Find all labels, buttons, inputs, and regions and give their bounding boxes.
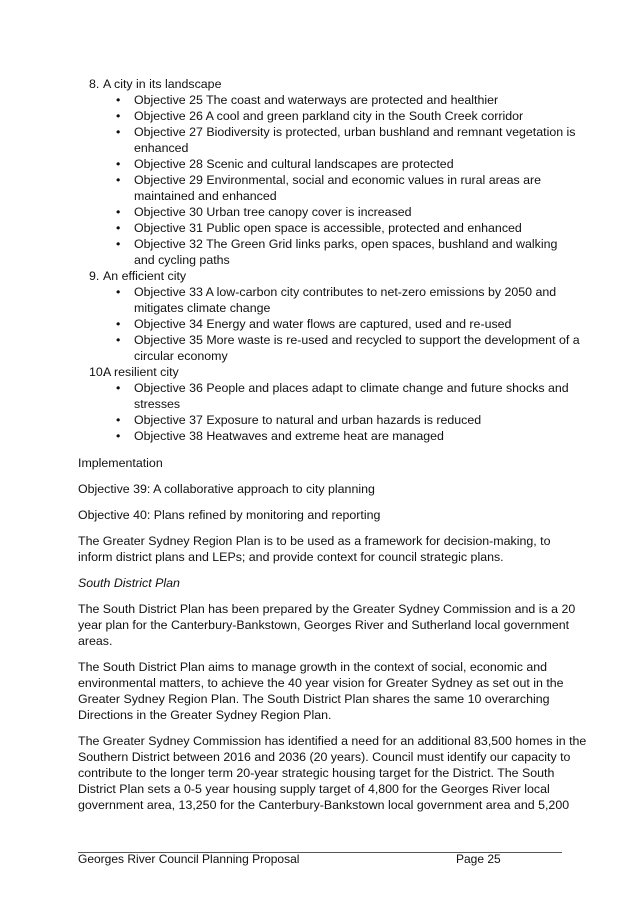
- bullet-item-line: [78, 204, 568, 220]
- paragraph: [78, 659, 568, 723]
- bullet-item-text: Objective 37 Exposure to natural and urban hazards is reduced: [134, 413, 482, 427]
- list-heading-text: A city in its landscape: [103, 77, 222, 91]
- bullet-item-line: [78, 108, 568, 124]
- paragraph-line: The Greater Sydney Region Plan is to be used as a framework for decision-making, to: [78, 534, 551, 548]
- list-heading: [78, 364, 568, 380]
- bullet-item: [78, 156, 568, 172]
- bullet-item-text: Objective 33 A low-carbon city contributes to net-zero emissions by 2050 and: [134, 285, 557, 299]
- bullet-item: [78, 92, 568, 108]
- bullet-icon: •: [116, 205, 121, 219]
- bullet-item-line: [78, 348, 568, 364]
- paragraph-line: District Plan sets a 0-5 year housing supply target of 4,800 for the Georges River local: [78, 782, 550, 796]
- paragraph-line: Implementation: [78, 456, 163, 470]
- bullet-item-line: [78, 140, 568, 156]
- paragraph-line: Objective 40: Plans refined by monitoring and reporting: [78, 508, 381, 522]
- bullet-item-line: [78, 428, 568, 444]
- bullet-item: [78, 380, 568, 412]
- bullet-item: [78, 428, 568, 444]
- bullet-item: [78, 124, 576, 156]
- bullet-item-line: [78, 252, 568, 268]
- list-heading: [78, 76, 568, 92]
- numbered-list: [78, 76, 580, 444]
- bullet-icon: •: [116, 317, 121, 331]
- bullet-item: [78, 412, 568, 428]
- bullet-icon: •: [116, 93, 121, 107]
- bullet-item-line: [78, 332, 580, 348]
- paragraph-line: The Greater Sydney Commission has identified a need for an additional 83,500 homes in the: [78, 734, 587, 748]
- list-number: 8.: [89, 77, 100, 91]
- bullet-item-text: and cycling paths: [134, 253, 230, 267]
- bullet-item-line: [78, 380, 568, 396]
- bullet-item: [78, 284, 568, 316]
- bullet-item-text: enhanced: [134, 141, 189, 155]
- bullet-item-text: Objective 38 Heatwaves and extreme heat are managed: [134, 429, 444, 443]
- footer-document-title: Georges River Council Planning Proposal: [78, 852, 300, 866]
- bullet-icon: •: [116, 221, 121, 235]
- bullet-item-line: [78, 188, 568, 204]
- bullet-item-text: Objective 31 Public open space is accessible, protected and enhanced: [134, 221, 522, 235]
- footer-page-number: Page 25: [456, 852, 501, 866]
- bullet-icon: •: [116, 413, 121, 427]
- bullet-icon: •: [116, 333, 121, 347]
- bullet-icon: •: [116, 157, 121, 171]
- bullet-item: [78, 172, 568, 204]
- paragraph-line: South District Plan: [78, 576, 180, 590]
- paragraph: [78, 455, 568, 471]
- list-number: 10.: [89, 365, 107, 379]
- document-body: [78, 76, 587, 813]
- section-heading: [78, 575, 568, 591]
- paragraph-line: Objective 39: A collaborative approach to city planning: [78, 482, 375, 496]
- bullet-item-text: maintained and enhanced: [134, 189, 277, 203]
- bullet-item-line: [78, 220, 568, 236]
- bullet-item-text: stresses: [134, 397, 181, 411]
- bullet-item-line: [78, 156, 568, 172]
- bullet-item-text: Objective 27 Biodiversity is protected, urban bushland and remnant vegetation is: [134, 125, 576, 139]
- bullet-item: [78, 332, 580, 364]
- bullet-icon: •: [116, 285, 121, 299]
- paragraph-line: government area, 13,250 for the Canterbury-Bankstown local government area and 5,200: [78, 798, 570, 812]
- bullet-item-line: [78, 172, 568, 188]
- paragraph-line: Directions in the Greater Sydney Region Plan.: [78, 708, 332, 722]
- bullet-item-line: [78, 316, 568, 332]
- bullet-item: [78, 220, 568, 236]
- bullet-item-line: [78, 284, 568, 300]
- bullet-item-text: Objective 26 A cool and green parkland city in the South Creek corridor: [134, 109, 524, 123]
- bullet-item-text: Objective 36 People and places adapt to climate change and future shocks and: [134, 381, 569, 395]
- paragraph-line: year plan for the Canterbury-Bankstown, Georges River and Sutherland local government: [78, 618, 570, 632]
- paragraph-line: inform district plans and LEPs; and provide context for council strategic plans.: [78, 550, 504, 564]
- bullet-icon: •: [116, 125, 121, 139]
- bullet-item-line: [78, 124, 576, 140]
- paragraph-line: areas.: [78, 634, 113, 648]
- bullet-item-line: [78, 412, 568, 428]
- bullet-item-line: [78, 300, 568, 316]
- paragraph: [78, 507, 568, 523]
- bullet-item-text: circular economy: [134, 349, 228, 363]
- bullet-item-line: [78, 396, 568, 412]
- list-number: 9.: [89, 269, 100, 283]
- paragraph: [78, 481, 568, 497]
- paragraph: [78, 601, 576, 649]
- bullet-item-text: Objective 34 Energy and water flows are captured, used and re-used: [134, 317, 512, 331]
- paragraph: [78, 733, 587, 813]
- list-heading-text: A resilient city: [103, 365, 179, 379]
- paragraph-line: contribute to the longer term 20-year strategic housing target for the District. The South: [78, 766, 555, 780]
- bullet-item-text: Objective 32 The Green Grid links parks, open spaces, bushland and walking: [134, 237, 558, 251]
- paragraph-line: Greater Sydney Region Plan. The South District Plan shares the same 10 overarching: [78, 692, 550, 706]
- list-heading: [78, 268, 568, 284]
- bullet-icon: •: [116, 381, 121, 395]
- bullet-item: [78, 316, 568, 332]
- bullet-item-line: [78, 236, 568, 252]
- bullet-item: [78, 236, 568, 268]
- paragraph: [78, 533, 568, 565]
- paragraph-line: Southern District between 2016 and 2036 (20 years). Council must identify our capacity to: [78, 750, 571, 764]
- bullet-item-text: mitigates climate change: [134, 301, 271, 315]
- bullet-icon: •: [116, 237, 121, 251]
- paragraph-line: environmental matters, to achieve the 40 year vision for Greater Sydney as set out in the: [78, 676, 564, 690]
- bullet-icon: •: [116, 429, 121, 443]
- bullet-item-text: Objective 29 Environmental, social and economic values in rural areas are: [134, 173, 542, 187]
- bullet-item: [78, 204, 568, 220]
- bullet-item: [78, 108, 568, 124]
- paragraph-line: The South District Plan aims to manage growth in the context of social, economic and: [78, 660, 548, 674]
- bullet-icon: •: [116, 173, 121, 187]
- bullet-item-line: [78, 92, 568, 108]
- bullet-item-text: Objective 25 The coast and waterways are protected and healthier: [134, 93, 499, 107]
- paragraph-line: The South District Plan has been prepared by the Greater Sydney Commission and is a 20: [78, 602, 576, 616]
- bullet-icon: •: [116, 109, 121, 123]
- list-heading-text: An efficient city: [103, 269, 187, 283]
- bullet-item-text: Objective 30 Urban tree canopy cover is increased: [134, 205, 412, 219]
- bullet-item-text: Objective 35 More waste is re-used and recycled to support the development of a: [134, 333, 580, 347]
- bullet-item-text: Objective 28 Scenic and cultural landscapes are protected: [134, 157, 454, 171]
